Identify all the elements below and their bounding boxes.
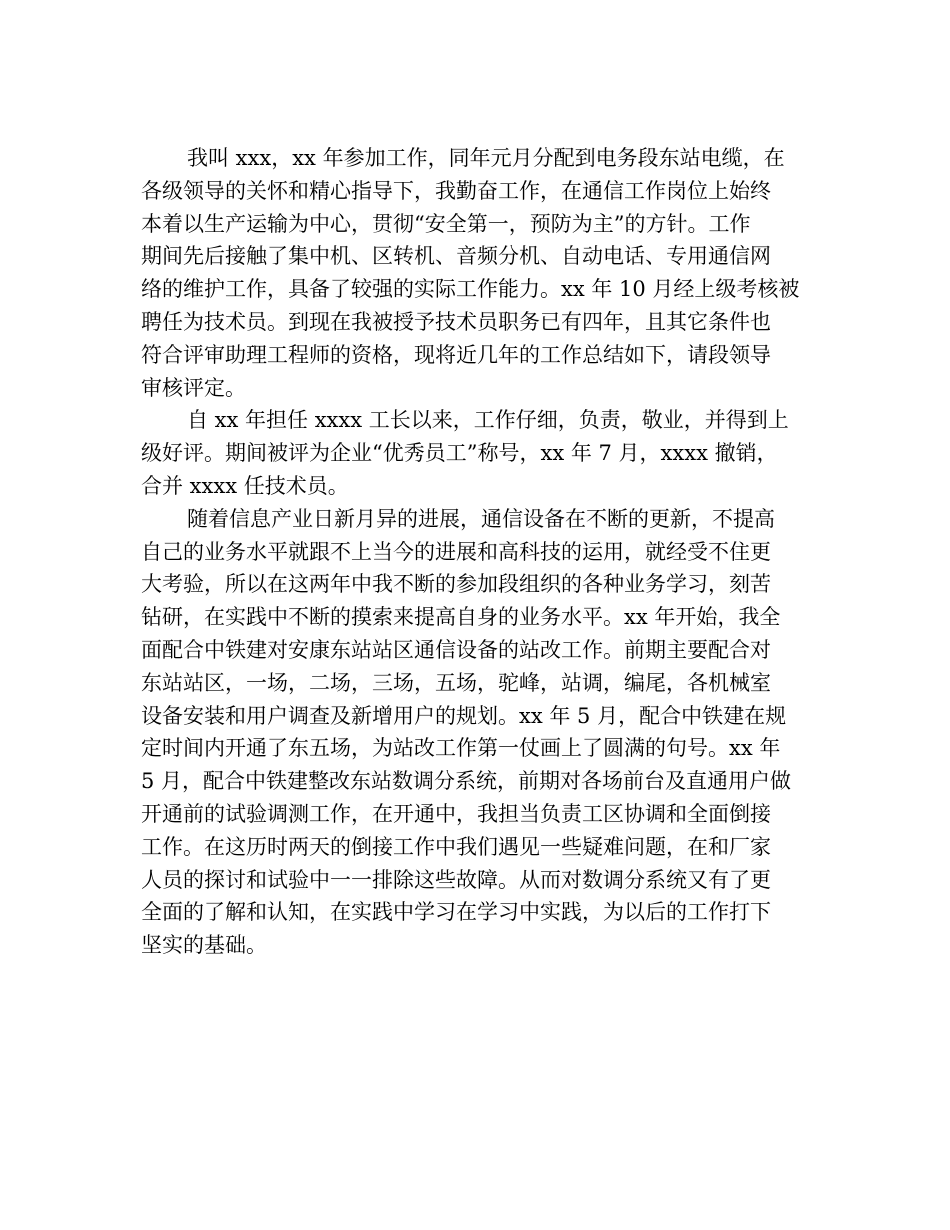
document-body bbox=[141, 142, 811, 962]
text-line: 符合评审助理工程师的资格，现将近几年的工作总结如下，请段领导 bbox=[141, 342, 771, 367]
text-line: 聘任为技术员。到现在我被授予技术员职务已有四年，且其它条件也 bbox=[141, 309, 771, 334]
text-line: 络的维护工作，具备了较强的实际工作能力。xx 年 10 月经上级考核被 bbox=[141, 277, 800, 302]
text-line: 各级领导的关怀和精心指导下，我勤奋工作，在通信工作岗位上始终 bbox=[141, 178, 771, 203]
text-line: 5 月，配合中铁建整改东站数调分系统，前期对各场前台及直通用户做 bbox=[141, 769, 792, 794]
paragraph-introduction bbox=[141, 142, 811, 404]
paragraph-foreman-role bbox=[141, 404, 811, 502]
text-line: 人员的探讨和试验中一一排除这些故障。从而对数调分系统又有了更 bbox=[141, 867, 771, 892]
text-line: 我叫 xxx，xx 年参加工作，同年元月分配到电务段东站电缆，在 bbox=[187, 146, 785, 170]
text-line: 大考验，所以在这两年中我不断的参加段组织的各种业务学习，刻苦 bbox=[141, 572, 771, 597]
text-line: 随着信息产业日新月异的进展，通信设备在不断的更新，不提高 bbox=[187, 506, 775, 531]
text-line: 本着以生产运输为中心，贯彻“安全第一，预防为主”的方针。工作 bbox=[141, 211, 751, 236]
text-line: 钻研，在实践中不断的摸索来提高自身的业务水平。xx 年开始，我全 bbox=[141, 605, 781, 630]
text-line: 开通前的试验调测工作，在开通中，我担当负责工区协调和全面倒接 bbox=[141, 801, 771, 826]
text-line: 级好评。期间被评为企业“优秀员工”称号，xx 年 7 月，xxxx 撤销， bbox=[141, 441, 778, 466]
text-line: 期间先后接触了集中机、区转机、音频分机、自动电话、专用通信网 bbox=[141, 244, 771, 269]
text-line: 面配合中铁建对安康东站站区通信设备的站改工作。前期主要配合对 bbox=[141, 637, 771, 662]
text-line: 自己的业务水平就跟不上当今的进展和高科技的运用，就经受不住更 bbox=[141, 539, 771, 564]
text-line: 全面的了解和认知，在实践中学习在学习中实践，为以后的工作打下 bbox=[141, 900, 771, 925]
text-line: 设备安装和用户调查及新增用户的规划。xx 年 5 月，配合中铁建在规 bbox=[141, 703, 787, 728]
paragraph-station-work bbox=[141, 503, 811, 962]
text-line: 工作。在这历时两天的倒接工作中我们遇见一些疑难问题，在和厂家 bbox=[141, 834, 771, 859]
text-line: 审核评定。 bbox=[141, 375, 246, 400]
text-line: 自 xx 年担任 xxxx 工长以来，工作仔细，负责，敬业，并得到上 bbox=[187, 408, 789, 433]
text-line: 坚实的基础。 bbox=[141, 933, 267, 958]
text-line: 合并 xxxx 任技术员。 bbox=[141, 473, 349, 498]
text-line: 东站站区，一场，二场，三场，五场，驼峰，站调，编尾，各机械室 bbox=[141, 670, 771, 695]
text-line: 定时间内开通了东五场，为站改工作第一仗画上了圆满的句号。xx 年 bbox=[141, 736, 781, 761]
